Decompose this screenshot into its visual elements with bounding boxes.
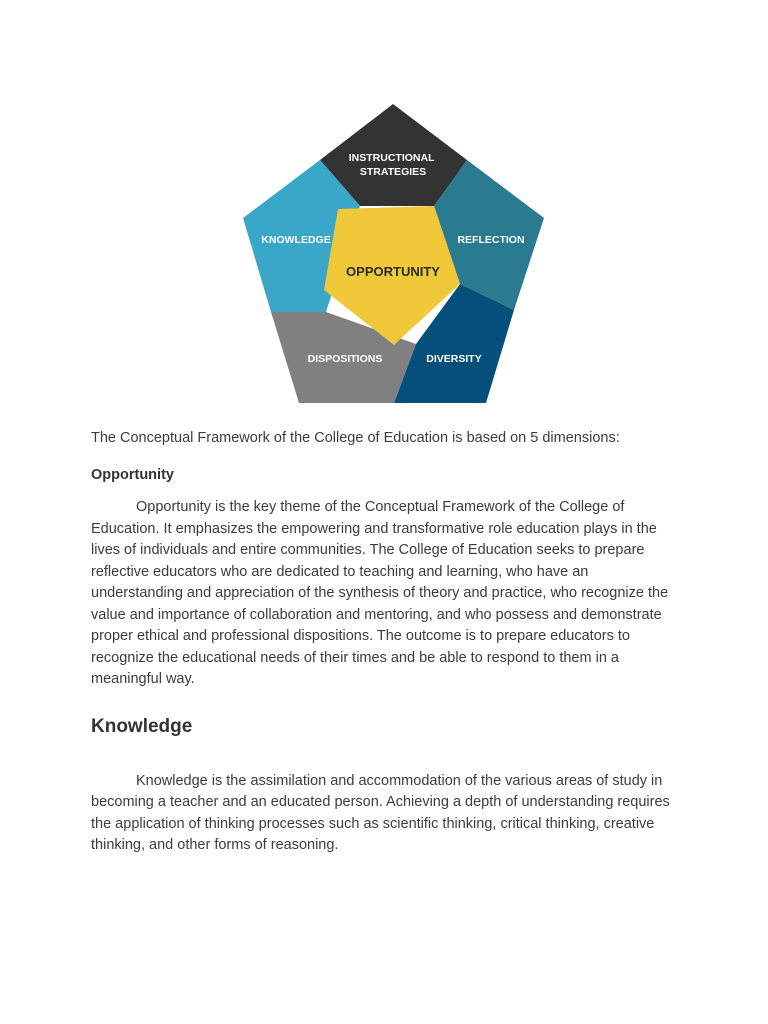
label-knowledge: KNOWLEDGE [261,234,331,246]
heading-opportunity: Opportunity [91,467,174,483]
label-instructional-line-2: STRATEGIES [359,166,427,178]
heading-knowledge: Knowledge [91,715,193,737]
paragraph-opportunity: Opportunity is the key theme of the Conceptual Framework of the College of Education. It emphasizes the empowering and transformative role education plays in the lives of individuals and entire communities. The College of Education seeks to prepare reflective educators who are dedicated to teaching and learning, who have an understanding and appreciation of the synthesis of theory and practice, who recognize the value and importance of collaboration and mentoring, and who possess and demonstrate proper ethical and professional dispositions. The outcome is to prepare educators to recognize the educational needs of their times and be able to respond to them in a meaningful way. [91,499,669,687]
conceptual-framework-diagram [240,100,548,408]
label-reflection: REFLECTION [457,234,525,246]
paragraph-knowledge: Knowledge is the assimilation and accommodation of the various areas of study in becoming a teacher and an educated person. Achieving a depth of understanding requires the application of thinking processes such as scientific thinking, critical thinking, creative thinking, and other forms of reasoning. [91,772,670,853]
label-opportunity: OPPORTUNITY [346,264,440,279]
document-body [91,428,683,857]
label-diversity: DIVERSITY [426,353,482,365]
label-instructional-line-1: INSTRUCTIONAL [348,152,435,164]
label-dispositions: DISPOSITIONS [307,353,383,365]
intro-text: The Conceptual Framework of the College of Education is based on 5 dimensions: [91,430,620,446]
